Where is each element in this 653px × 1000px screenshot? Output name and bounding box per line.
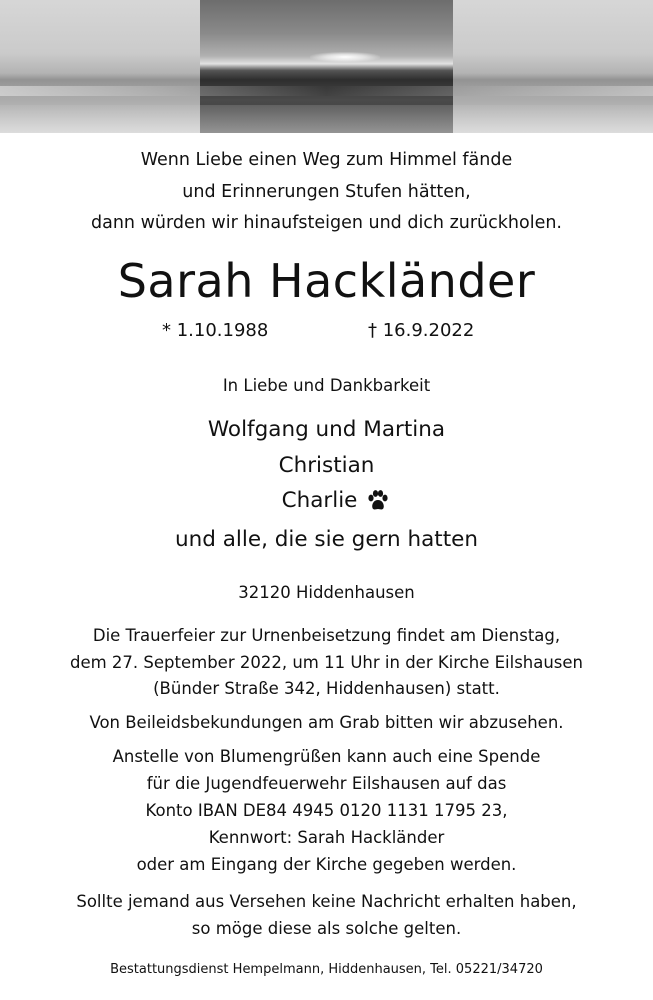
header-photo-banner	[0, 0, 653, 133]
sun-glow	[310, 52, 380, 62]
donation-line-2: für die Jugendfeuerwehr Eilshausen auf das	[146, 774, 507, 793]
ceremony-line-2: dem 27. September 2022, um 11 Uhr in der Kirche Eilshausen	[69, 653, 584, 672]
mourner-parents: Wolfgang und Martina	[207, 417, 446, 442]
mourner-others: und alle, die sie gern hatten	[175, 527, 478, 552]
mourner-pet: Charlie	[281, 488, 358, 513]
poem-line-1: Wenn Liebe einen Weg zum Himmel fände	[140, 150, 513, 170]
poem-line-3: dann würden wir hinaufsteigen und dich zurückholen.	[91, 213, 562, 233]
donation-line-4: Kennwort: Sarah Hackländer	[208, 828, 445, 847]
deceased-name: Sarah Hackländer	[117, 254, 536, 308]
poem-line-2: und Erinnerungen Stufen hätten,	[182, 182, 471, 202]
donation-line-5: oder am Eingang der Kirche gegeben werden.	[136, 855, 517, 874]
notice-line-2: so möge diese als solche gelten.	[191, 919, 462, 938]
mourner-sibling: Christian	[278, 453, 375, 478]
banner-shore	[0, 105, 653, 133]
ceremony-line-3: (Bünder Straße 342, Hiddenhausen) statt.	[153, 679, 500, 698]
paw-print-icon	[365, 488, 391, 514]
notice-line-1: Sollte jemand aus Versehen keine Nachricht erhalten haben,	[76, 892, 577, 911]
funeral-home-footer: Bestattungsdienst Hempelmann, Hiddenhausen, Tel. 05221/34720	[110, 962, 543, 977]
location: 32120 Hiddenhausen	[238, 583, 415, 602]
banner-wave	[0, 86, 653, 96]
mourner-pet-row	[0, 488, 653, 514]
donation-line-3: Konto IBAN DE84 4945 0120 1131 1795 23,	[145, 801, 508, 820]
donation-line-1: Anstelle von Blumengrüßen kann auch eine Spende	[112, 747, 541, 766]
ceremony-line-1: Die Trauerfeier zur Urnenbeisetzung findet am Dienstag,	[92, 626, 561, 645]
mourners-intro: In Liebe und Dankbarkeit	[222, 376, 431, 395]
condolence-note: Von Beileidsbekundungen am Grab bitten wir abzusehen.	[89, 713, 564, 732]
death-date: † 16.9.2022	[368, 320, 475, 341]
birth-date: * 1.10.1988	[162, 320, 269, 341]
